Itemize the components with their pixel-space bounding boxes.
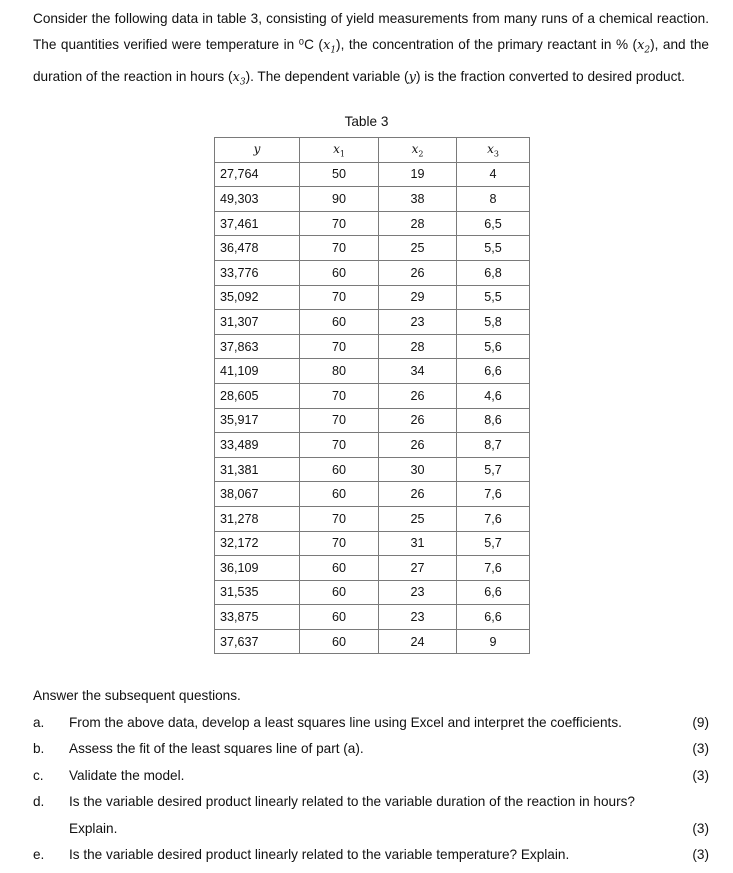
question-item: [33, 763, 709, 790]
cell-y: 33,489: [215, 433, 300, 458]
questions-section: [33, 683, 709, 869]
question-marks: (3): [692, 847, 709, 862]
question-text: Validate the model.: [69, 767, 185, 783]
question-letter: d.: [33, 794, 45, 809]
cell-x2: 23: [379, 605, 457, 630]
cell-x1: 70: [300, 383, 379, 408]
cell-x2: 34: [379, 359, 457, 384]
cell-x1: 60: [300, 605, 379, 630]
table-row: [215, 310, 530, 335]
cell-x1: 60: [300, 580, 379, 605]
question-text: Is the variable desired product linearly related to the variable duration of the reaction in hours? Explain.: [69, 794, 635, 836]
cell-x3: 5,7: [457, 457, 530, 482]
cell-x3: 7,6: [457, 482, 530, 507]
cell-x1: 70: [300, 531, 379, 556]
cell-x3: 5,5: [457, 285, 530, 310]
cell-x3: 5,5: [457, 236, 530, 261]
question-text: From the above data, develop a least squares line using Excel and interpret the coefficients.: [69, 714, 622, 730]
cell-x2: 30: [379, 457, 457, 482]
table-row: [215, 359, 530, 384]
cell-x3: 5,6: [457, 334, 530, 359]
cell-x1: 60: [300, 310, 379, 335]
header-y: y: [215, 138, 300, 163]
intro-text-4: . The dependent variable: [250, 69, 405, 85]
question-letter: c.: [33, 767, 44, 783]
table-body: [215, 162, 530, 654]
cell-x2: 26: [379, 482, 457, 507]
intro-text-1: Consider the following data in table 3, consisting of yield measurements from many runs of a chemical reaction. The quantities verified were temperature in: [33, 11, 709, 53]
cell-x2: 19: [379, 162, 457, 187]
cell-x2: 26: [379, 408, 457, 433]
cell-x2: 27: [379, 556, 457, 581]
header-x2: $x_2$: [379, 138, 457, 163]
header-x1: $x_1$: [300, 138, 379, 163]
intro-text-5: is the fraction converted to desired product.: [420, 69, 685, 85]
table-row: [215, 236, 530, 261]
table-row: [215, 605, 530, 630]
cell-x2: 29: [379, 285, 457, 310]
cell-x3: 8: [457, 187, 530, 212]
question-text: Assess the fit of the least squares line of part (a).: [69, 741, 364, 756]
question-marks: (3): [692, 820, 709, 836]
cell-y: 49,303: [215, 187, 300, 212]
cell-y: 35,917: [215, 408, 300, 433]
question-marks: (9): [692, 714, 709, 730]
intro-paragraph: Consider the following data in table 3, consisting of yield measurements from many runs of a chemical reaction. The quantities verified were temperature in ⁰C $(x_1)$, the concentration of the primary reactant in % $(x_2)$, and the duration of the reaction in hours $(x_3)$. The dependent variable (y) is the fraction converted to desired product.: [33, 11, 709, 88]
temperature-unit: ⁰C: [298, 37, 314, 53]
question-item: [33, 789, 709, 842]
cell-x1: 70: [300, 211, 379, 236]
cell-y: 41,109: [215, 359, 300, 384]
cell-x2: 28: [379, 334, 457, 359]
cell-x3: 5,8: [457, 310, 530, 335]
header-x3: $x_3$: [457, 138, 530, 163]
cell-x1: 70: [300, 506, 379, 531]
question-item: [33, 710, 709, 737]
cell-y: 31,535: [215, 580, 300, 605]
table-row: [215, 482, 530, 507]
data-table: [214, 137, 530, 654]
table-row: [215, 531, 530, 556]
x2-symbol: $x_2$: [637, 38, 651, 56]
cell-x2: 28: [379, 211, 457, 236]
intro-text-2: , the concentration of the primary reactant in %: [340, 37, 633, 53]
cell-y: 28,605: [215, 383, 300, 408]
table-row: [215, 260, 530, 285]
cell-y: 36,478: [215, 236, 300, 261]
cell-y: 27,764: [215, 162, 300, 187]
cell-y: 33,776: [215, 260, 300, 285]
cell-x3: 4: [457, 162, 530, 187]
question-letter: e.: [33, 847, 45, 862]
intro-text-3: , and the duration of the reaction in hours: [33, 37, 709, 85]
cell-x1: 70: [300, 408, 379, 433]
cell-x1: 60: [300, 482, 379, 507]
cell-x1: 80: [300, 359, 379, 384]
cell-x1: 70: [300, 236, 379, 261]
cell-x2: 24: [379, 629, 457, 654]
cell-y: 37,863: [215, 334, 300, 359]
cell-x3: 6,6: [457, 605, 530, 630]
cell-x3: 8,7: [457, 433, 530, 458]
cell-y: 35,092: [215, 285, 300, 310]
x1-symbol: $x_1$: [322, 38, 337, 56]
cell-x1: 70: [300, 285, 379, 310]
question-marks: (3): [692, 741, 709, 756]
table-row: [215, 211, 530, 236]
y-symbol: y: [408, 70, 416, 86]
cell-y: 32,172: [215, 531, 300, 556]
cell-y: 31,307: [215, 310, 300, 335]
cell-x3: 6,6: [457, 359, 530, 384]
table-row: [215, 285, 530, 310]
question-item: [33, 842, 709, 869]
cell-x2: 26: [379, 433, 457, 458]
cell-x3: 6,5: [457, 211, 530, 236]
cell-x1: 90: [300, 187, 379, 212]
cell-x1: 70: [300, 334, 379, 359]
question-item: [33, 736, 709, 763]
cell-y: 38,067: [215, 482, 300, 507]
table-row: [215, 629, 530, 654]
cell-x2: 25: [379, 236, 457, 261]
table-row: [215, 457, 530, 482]
cell-x2: 23: [379, 310, 457, 335]
cell-x3: 7,6: [457, 506, 530, 531]
cell-x1: 60: [300, 629, 379, 654]
cell-x2: 31: [379, 531, 457, 556]
cell-x1: 60: [300, 260, 379, 285]
table-row: [215, 506, 530, 531]
question-list: [33, 710, 709, 869]
table-row: [215, 556, 530, 581]
question-marks: (3): [692, 767, 709, 783]
cell-x1: 70: [300, 433, 379, 458]
table-row: [215, 433, 530, 458]
cell-x3: 5,7: [457, 531, 530, 556]
cell-x2: 23: [379, 580, 457, 605]
cell-y: 31,278: [215, 506, 300, 531]
cell-x3: 9: [457, 629, 530, 654]
questions-heading: Answer the subsequent questions.: [33, 688, 241, 703]
cell-x2: 26: [379, 260, 457, 285]
cell-x3: 8,6: [457, 408, 530, 433]
cell-y: 37,637: [215, 629, 300, 654]
cell-x2: 25: [379, 506, 457, 531]
cell-x1: 60: [300, 556, 379, 581]
question-letter: b.: [33, 741, 45, 756]
cell-x2: 26: [379, 383, 457, 408]
x3-symbol: $x_3$: [232, 70, 246, 88]
cell-x1: 50: [300, 162, 379, 187]
question-text: Is the variable desired product linearly related to the variable temperature? Explain.: [69, 847, 570, 862]
cell-x3: 4,6: [457, 383, 530, 408]
cell-x3: 6,6: [457, 580, 530, 605]
table-row: [215, 408, 530, 433]
table-row: [215, 383, 530, 408]
cell-x3: 6,8: [457, 260, 530, 285]
cell-y: 37,461: [215, 211, 300, 236]
cell-y: 31,381: [215, 457, 300, 482]
table-row: [215, 162, 530, 187]
table-header-row: [215, 138, 530, 163]
table-row: [215, 580, 530, 605]
cell-y: 36,109: [215, 556, 300, 581]
cell-x3: 7,6: [457, 556, 530, 581]
table-row: [215, 334, 530, 359]
table-row: [215, 187, 530, 212]
question-letter: a.: [33, 714, 45, 730]
cell-y: 33,875: [215, 605, 300, 630]
cell-x1: 60: [300, 457, 379, 482]
cell-x2: 38: [379, 187, 457, 212]
table-caption: Table 3: [344, 114, 389, 129]
